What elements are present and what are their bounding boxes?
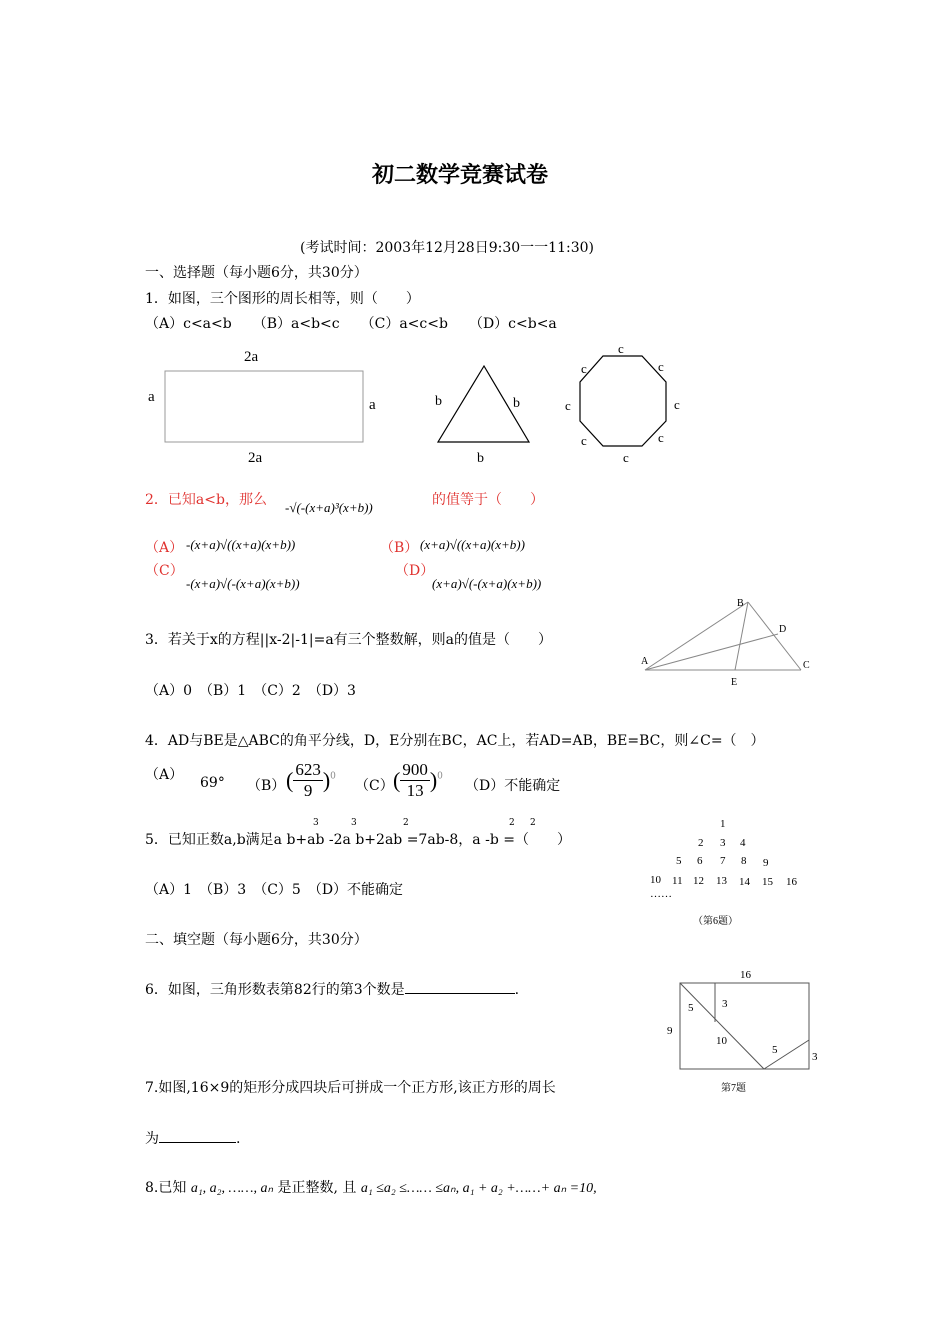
q2-option-a-label: （A） bbox=[145, 540, 184, 556]
fig7-caption: 第7题 bbox=[721, 1083, 746, 1094]
q5-stem: 5．已知正数a,b满足a b+ab -2a b+2ab =7ab-8，a -b =（ ） bbox=[145, 832, 571, 848]
triangle-bottom-label: b bbox=[477, 451, 484, 466]
triangle-right-label: b bbox=[513, 396, 520, 411]
point-e-label: E bbox=[731, 677, 738, 688]
q4-b-denominator: 9 bbox=[303, 781, 313, 800]
page-title: 初二数学竞赛试卷 bbox=[372, 163, 549, 188]
q2-option-c-label: （C） bbox=[145, 563, 184, 579]
q1-options: （A）c<a<b （B）a<b<c （C）a<c<b （D）c<b<a bbox=[145, 316, 557, 332]
q5-sup-3: 2 bbox=[403, 818, 409, 828]
q2-option-a-expr: -(x+a)√((x+a)(x+b)) bbox=[186, 537, 296, 552]
rect-right-label: a bbox=[369, 397, 376, 413]
fig6-num: 11 bbox=[672, 875, 683, 887]
fig6-num: 9 bbox=[763, 857, 769, 869]
octagon-shape bbox=[580, 356, 666, 446]
fig6-num: 3 bbox=[720, 837, 726, 849]
q3-stem: 3．若关于x的方程||x-2|-1|=a有三个整数解，则a的值是（ ） bbox=[145, 632, 553, 648]
q4-c-denominator: 13 bbox=[406, 781, 424, 800]
q8-condition: a₁ ≤a₂ ≤…… ≤aₙ, a₁ + a₂ +……+ aₙ =10, bbox=[360, 1181, 597, 1196]
rectangle-shape bbox=[165, 371, 363, 442]
rect-left-label: a bbox=[148, 389, 155, 405]
fig6-caption: （第6题） bbox=[693, 916, 738, 927]
fig6-num: 4 bbox=[740, 837, 746, 849]
point-c-label: C bbox=[803, 660, 810, 671]
fig7-left-label: 9 bbox=[667, 1025, 673, 1037]
octagon-label-top: c bbox=[618, 341, 624, 356]
q7-prefix: 为 bbox=[145, 1131, 159, 1147]
fig6-num: 14 bbox=[739, 876, 750, 888]
q4-option-d: （D）不能确定 bbox=[465, 778, 561, 794]
q2-stem-a: 2．已知a<b，那么 bbox=[145, 492, 267, 508]
q2-option-b-expr: (x+a)√((x+a)(x+b)) bbox=[420, 537, 525, 552]
fig7-piece-5b: 5 bbox=[772, 1044, 778, 1056]
octagon-label-bl: c bbox=[581, 433, 587, 448]
q3-triangle-figure bbox=[635, 590, 815, 690]
q4-option-b-fraction: ( $\frac{623}{9}$ )$^0$ bbox=[286, 760, 336, 800]
q7-answer-blank[interactable] bbox=[159, 1128, 236, 1143]
exam-time: (考试时间：2003年12月28日9:30一一11:30) bbox=[300, 240, 594, 256]
fig6-num: 12 bbox=[693, 875, 704, 887]
point-a-label: A bbox=[641, 656, 649, 667]
octagon-label-tl: c bbox=[581, 361, 587, 376]
fig7-piece-3: 3 bbox=[722, 998, 728, 1010]
rect-top-label: 2a bbox=[244, 349, 259, 365]
q4-c-sup: 0 bbox=[437, 771, 443, 782]
fig6-num: 13 bbox=[716, 875, 727, 887]
triangle-left-label: b bbox=[435, 394, 442, 409]
octagon-label-tr: c bbox=[658, 359, 664, 374]
q7-line1: 7.如图,16×9的矩形分成四块后可拼成一个正方形,该正方形的周长 bbox=[145, 1080, 556, 1096]
q5-options: （A）1 （B）3 （C）5 （D）不能确定 bbox=[145, 882, 404, 898]
q5-sup-4: 2 bbox=[509, 818, 515, 828]
fig7-piece-5a: 5 bbox=[688, 1002, 694, 1014]
q2-option-d-expr: (x+a)√(-(x+a)(x+b)) bbox=[432, 576, 542, 591]
fig6-num: 1 bbox=[720, 818, 726, 830]
q2-option-c-expr: -(x+a)√(-(x+a)(x+b)) bbox=[186, 576, 300, 591]
q2-option-d-label: （D） bbox=[395, 563, 435, 579]
q1-figures bbox=[140, 338, 700, 473]
q2-option-b-label: （B） bbox=[380, 540, 419, 556]
q4-b-numerator: 623 bbox=[295, 760, 321, 779]
q4-b-sup: 0 bbox=[330, 771, 336, 782]
q4-option-b-label: （B） bbox=[247, 778, 286, 794]
q7-line2 bbox=[145, 1128, 240, 1148]
q4-option-c-label: （C） bbox=[355, 778, 394, 794]
fig6-num: 10 bbox=[650, 874, 661, 886]
q2-stem-b: 的值等于（ ） bbox=[432, 492, 544, 508]
section-1-heading: 一、选择题（每小题6分，共30分） bbox=[145, 265, 368, 281]
fig7-piece-10: 10 bbox=[716, 1035, 727, 1047]
q5-sup-2: 3 bbox=[351, 818, 357, 828]
fig6-num: 8 bbox=[741, 855, 747, 867]
fig6-num: 7 bbox=[720, 855, 726, 867]
fig6-num: 16 bbox=[786, 876, 797, 888]
fig6-num: 6 bbox=[697, 855, 703, 867]
q6-answer-blank[interactable] bbox=[405, 979, 515, 994]
point-d-label: D bbox=[779, 624, 787, 635]
q4-option-a-value: 69° bbox=[200, 775, 225, 791]
q7-end: . bbox=[236, 1131, 241, 1147]
fig6-num: 2 bbox=[698, 837, 704, 849]
octagon-label-bottom: c bbox=[623, 450, 629, 465]
q8-stem: 8.已知 bbox=[145, 1180, 187, 1196]
octagon-label-left: c bbox=[565, 398, 571, 413]
q6-line bbox=[145, 979, 519, 999]
section-2-heading: 二、填空题（每小题6分，共30分） bbox=[145, 932, 368, 948]
q4-option-a-label: （A） bbox=[145, 767, 184, 783]
fig6-num: 5 bbox=[676, 855, 682, 867]
q2-expression: -√(-(x+a)³(x+b)) bbox=[285, 500, 373, 515]
q5-sup-5: 2 bbox=[530, 818, 536, 828]
point-b-label: B bbox=[737, 598, 744, 609]
octagon-label-right: c bbox=[674, 397, 680, 412]
fig7-right-label: 3 bbox=[812, 1051, 818, 1063]
q6-end: . bbox=[514, 982, 520, 998]
fig7-top-label: 16 bbox=[740, 969, 751, 981]
rect-bottom-label: 2a bbox=[248, 450, 263, 466]
q5-sup-1: 3 bbox=[313, 818, 319, 828]
q4-stem: 4．AD与BE是△ABC的角平分线，D，E分别在BC，AC上，若AD=AB，BE=BC，则∠C=（ ） bbox=[145, 733, 765, 749]
q1-stem: 1．如图，三个图形的周长相等，则（ ） bbox=[145, 291, 420, 307]
q4-option-c-fraction: ( $\frac{900}{13}$ )$^0$ bbox=[393, 760, 443, 800]
q8-line bbox=[145, 1177, 597, 1197]
q3-options: （A）0 （B）1 （C）2 （D）3 bbox=[145, 683, 356, 699]
q4-c-numerator: 900 bbox=[402, 760, 428, 779]
q8-sequence: a₁, a₂, ……, aₙ bbox=[190, 1181, 274, 1196]
fig6-dots: …… bbox=[650, 888, 672, 900]
fig7-rectangle-figure bbox=[660, 962, 830, 1097]
q6-stem: 6．如图，三角形数表第82行的第3个数是 bbox=[145, 982, 405, 998]
octagon-label-br: c bbox=[658, 430, 664, 445]
q8-mid: 是正整数, 且 bbox=[277, 1180, 357, 1196]
fig6-num: 15 bbox=[762, 876, 773, 888]
